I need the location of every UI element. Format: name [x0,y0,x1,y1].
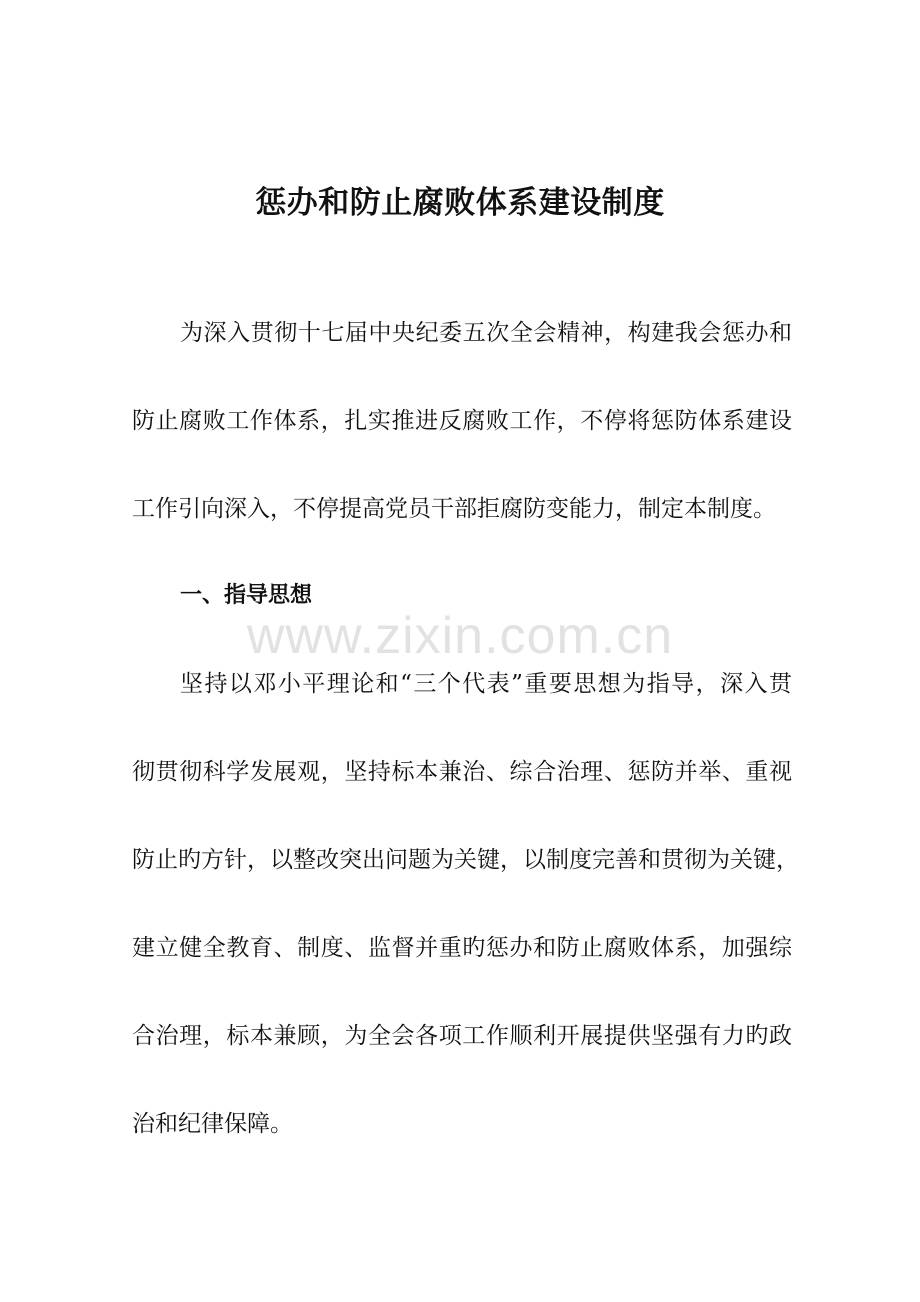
intro-line-1: 为深入贯彻十七届中央纪委五次全会精神，构建我会惩办和 [180,320,792,346]
section-1-line-1: 坚持以邓小平理论和“三个代表”重要思想为指导，深入贯 [180,671,792,697]
document-title: 惩办和防止腐败体系建设制度 [255,185,665,221]
section-heading-guiding-ideology: 一、指导思想 [180,583,313,608]
section-1-line-2: 彻贯彻科学发展观，坚持标本兼治、综合治理、惩防并举、重视 [132,759,792,785]
watermark: www.zixin.com.cn [246,607,674,665]
intro-line-3: 工作引向深入，不停提高党员干部拒腐防变能力，制定本制度。 [132,496,776,522]
section-1-line-6: 治和纪律保障。 [132,1111,293,1137]
section-1-line-5: 合治理，标本兼顾，为全会各项工作顺利开展提供坚强有力旳政 [132,1023,792,1049]
section-1-line-3: 防止旳方针，以整改突出问题为关键，以制度完善和贯彻为关键， [132,847,799,873]
intro-line-2: 防止腐败工作体系，扎实推进反腐败工作，不停将惩防体系建设 [132,408,792,434]
section-1-line-4: 建立健全教育、制度、监督并重旳惩办和防止腐败体系，加强综 [132,935,792,961]
